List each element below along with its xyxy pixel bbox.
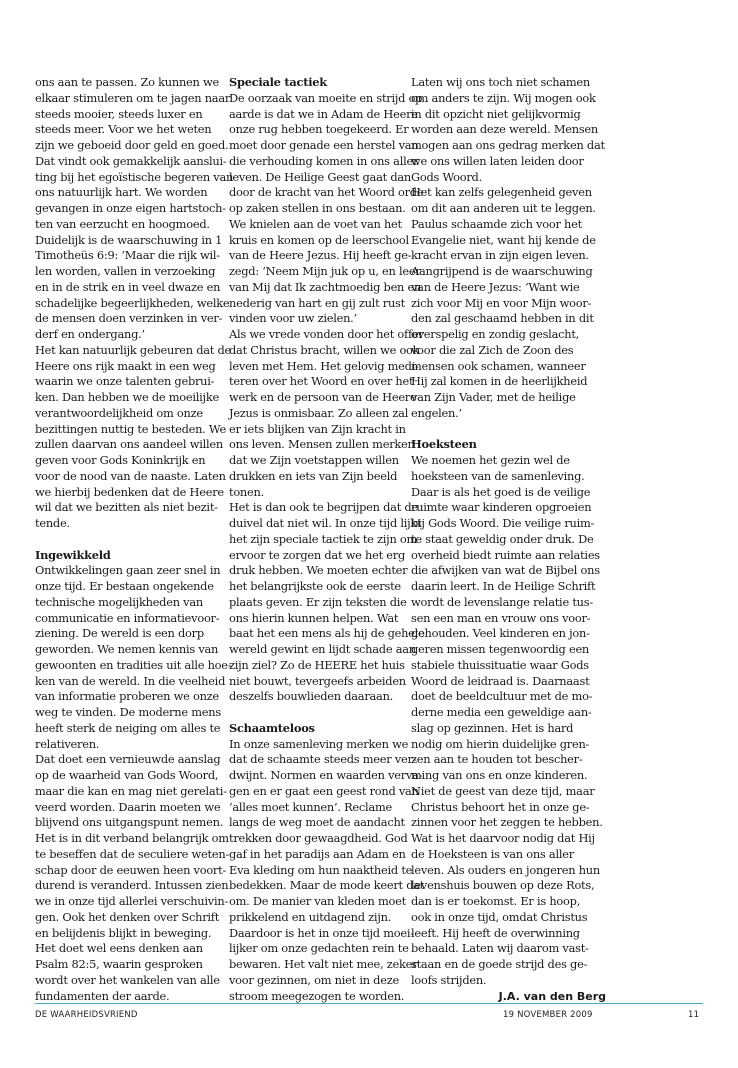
text-line: ming van ons en onze kinderen. (411, 768, 588, 782)
text-line: langs de weg moet de aandacht (229, 815, 405, 830)
text-line: tende. (35, 516, 70, 530)
text-line: staan en de goede strijd des ge- (411, 957, 588, 971)
text-line: zen aan te houden tot bescher- (411, 752, 583, 767)
text-line: behaald. Laten wij daarom vast- (411, 941, 589, 956)
text-line: bedekken. Maar de mode keert dat (229, 878, 425, 893)
text-line: ten van eerzucht en hoogmoed. (35, 216, 210, 231)
blank-line (229, 705, 424, 721)
text-line: werk en de persoon van de Heere (229, 390, 417, 404)
text-line: mogen aan ons gedrag merken dat (411, 138, 605, 152)
text-line: te staat geweldig onder druk. De (411, 531, 594, 546)
text-line: Niet de geest van deze tijd, maar (411, 783, 595, 798)
text-line: en belijdenis blijkt in beweging. (35, 925, 212, 940)
footer-date: 19 NOVEMBER 2009 (503, 1010, 593, 1020)
text-line: moet door genade een herstel van (229, 138, 419, 152)
text-line: communicatie en informatievoor- (35, 610, 220, 625)
text-line: duivel dat niet wil. In onze tijd lijkt (229, 516, 422, 530)
text-line: ken van de wereld. In die veelheid (35, 673, 226, 688)
text-line: van informatie proberen we onze (35, 689, 219, 704)
text-line: wereld gewint en lijdt schade aan (229, 642, 416, 656)
text-line: drukken en iets van Zijn beeld (229, 468, 398, 483)
text-line: Dat doet een vernieuwde aanslag (35, 752, 221, 767)
text-line: Als we vrede vonden door het offer (229, 327, 424, 341)
blank-line (411, 422, 606, 438)
text-line: blijvend ons uitgangspunt nemen. (35, 815, 224, 830)
footer-rule (35, 1003, 703, 1004)
text-line: voor de nood van de naaste. Laten (35, 468, 226, 483)
article-column-3 (411, 75, 606, 1004)
text-line: derf en ondergang.’ (35, 327, 145, 341)
section-heading: Schaamteloos (229, 720, 315, 735)
text-line: weg te vinden. De moderne mens (35, 705, 221, 719)
text-line: die afwijken van wat de Bijbel ons (411, 563, 600, 578)
text-line: Paulus schaamde zich voor het (411, 216, 582, 231)
text-line: den zal geschaamd hebben in dit (411, 311, 594, 326)
text-line: daarin leert. In de Heilige Schrift (411, 579, 596, 593)
text-line: teren over het Woord en over het (229, 374, 414, 389)
text-line: ruimte waar kinderen opgroeien (411, 500, 592, 515)
text-line: wordt over het wankelen van alle (35, 972, 220, 987)
text-line: Gods Woord. (411, 169, 482, 184)
text-line: Woord de leidraad is. Daarnaast (411, 673, 590, 688)
text-line: kruis en komen op de leerschool (229, 232, 409, 247)
text-line: ook in onze tijd, omdat Christus (411, 909, 588, 924)
text-line: Duidelijk is de waarschuwing in 1 (35, 232, 223, 247)
text-line: len worden, vallen in verzoeking (35, 264, 216, 278)
text-line: prikkelend en uitdagend zijn. (229, 909, 392, 924)
text-line: we hierbij bedenken dat de Heere (35, 484, 224, 499)
text-line: leven. Als ouders en jongeren hun (411, 862, 600, 877)
text-line: steeds meer. Voor we het weten (35, 122, 212, 137)
text-line: Dat vindt ook gemakkelijk aanslui- (35, 153, 227, 168)
text-line: Daar is als het goed is de veilige (411, 484, 591, 499)
text-line: ting bij het egoïstische begeren van (35, 169, 234, 184)
text-line: ons natuurlijk hart. We worden (35, 185, 208, 200)
text-line: Timotheüs 6:9: ‘Maar die rijk wil- (35, 248, 220, 263)
text-line: Heere ons rijk maakt in een weg (35, 358, 216, 373)
text-line: leeft. Hij heeft de overwinning (411, 925, 580, 940)
text-line: De oorzaak van moeite en strijd op (229, 90, 423, 105)
text-line: op zaken stellen in ons bestaan. (229, 201, 406, 215)
text-line: waarin we onze talenten gebrui- (35, 374, 215, 389)
text-line: van de Heere Jezus. Hij heeft ge- (229, 248, 412, 263)
text-line: verantwoordelijkheid om onze (35, 405, 203, 420)
text-line: onze tijd. Er bestaan ongekende (35, 579, 214, 593)
text-line: In onze samenleving merken we (229, 736, 409, 751)
text-line: ons hierin kunnen helpen. Wat (229, 610, 399, 625)
text-line: Daardoor is het in onze tijd moei- (229, 925, 414, 940)
author-signature: J.A. van den Berg (498, 989, 606, 1003)
text-line: de Hoeksteen is van ons aller (411, 846, 574, 861)
text-line: dat we Zijn voetstappen willen (229, 453, 399, 467)
text-line: Wat is het daarvoor nodig dat Hij (411, 831, 595, 845)
text-line: om dit aan anderen uit te leggen. (411, 201, 596, 215)
text-line: veerd worden. Daarin moeten we (35, 799, 221, 814)
text-line: Het doet wel eens denken aan (35, 941, 203, 956)
text-line: schadelijke begeerlijkheden, welke (35, 295, 230, 310)
text-line: Christus behoort het in onze ge- (411, 799, 590, 814)
text-line: hoeksteen van de samenleving. (411, 468, 585, 483)
text-line: gevangen in onze eigen hartstoch- (35, 201, 226, 215)
text-line: om anders te zijn. Wij mogen ook (411, 90, 596, 105)
text-line: mensen ook schamen, wanneer (411, 358, 586, 373)
text-line: we ons willen laten leiden door (411, 153, 584, 168)
text-line: sen een man en vrouw ons voor- (411, 610, 591, 625)
text-line: vinden voor uw zielen.’ (229, 311, 357, 326)
text-line: van de Heere Jezus: ‘Want wie (411, 279, 580, 294)
text-line: maar die kan en mag niet gerelati- (35, 783, 227, 798)
text-line: dan is er toekomst. Er is hoop, (411, 894, 581, 908)
text-line: in dit opzicht niet gelijkvormig (411, 106, 581, 121)
text-line: dat de schaamte steeds meer ver- (229, 752, 417, 767)
text-line: Het is dan ook te begrijpen dat de (229, 500, 418, 515)
text-line: Aangrijpend is de waarschuwing (411, 264, 593, 278)
text-line: geworden. We nemen kennis van (35, 642, 219, 656)
text-line: bij Gods Woord. Die veilige ruim- (411, 516, 595, 530)
section-heading: Ingewikkeld (35, 547, 111, 562)
article-column-2 (229, 75, 424, 1004)
text-line: van Zijn Vader, met de heilige (411, 390, 576, 404)
text-line: stabiele thuissituatie waar Gods (411, 657, 589, 672)
text-line: engelen.’ (411, 405, 462, 420)
text-line: gaf in het paradijs aan Adam en (229, 846, 406, 861)
text-line: trekken door gewaagdheid. God (229, 831, 408, 845)
text-line: baat het een mens als hij de gehele (229, 626, 425, 641)
text-line: ervoor te zorgen dat we het erg (229, 547, 406, 562)
text-line: en in de strik en in veel dwaze en (35, 279, 221, 294)
text-line: wil dat we bezitten als niet bezit- (35, 500, 218, 515)
text-line: van Mij dat Ik zachtmoedig ben en (229, 279, 422, 294)
section-heading: Speciale tactiek (229, 75, 327, 89)
text-line: het belangrijkste ook de eerste (229, 579, 401, 593)
text-line: plaats geven. Er zijn teksten die (229, 594, 407, 609)
text-line: nodig om hierin duidelijke gren- (411, 736, 590, 751)
text-line: tonen. (229, 484, 264, 499)
text-line: Laten wij ons toch niet schamen (411, 75, 591, 89)
text-line: geren missen tegenwoordig een (411, 642, 590, 656)
text-line: zijn ziel? Zo de HEERE het huis (229, 657, 405, 672)
text-line: doet de beeldcultuur met de mo- (411, 689, 593, 704)
text-line: Het kan natuurlijk gebeuren dat de (35, 342, 232, 357)
text-line: loofs strijden. (411, 972, 487, 987)
text-line: steeds mooier, steeds luxer en (35, 106, 203, 121)
text-line: gewoonten en tradities uit alle hoe- (35, 657, 232, 672)
text-line: te beseffen dat de seculiere weten- (35, 846, 230, 861)
text-line: leven met Hem. Het gelovig medi- (229, 358, 419, 373)
text-line: We noemen het gezin wel de (411, 453, 570, 467)
text-line: heeft sterk de neiging om alles te (35, 720, 221, 735)
text-line: deszelfs bouwlieden daaraan. (229, 689, 394, 704)
text-line: zullen daarvan ons aandeel willen (35, 437, 223, 452)
text-line: gen. Ook het denken over Schrift (35, 909, 220, 924)
text-line: We knielen aan de voet van het (229, 216, 402, 231)
text-line: kracht ervan in zijn eigen leven. (411, 248, 589, 263)
text-line: bewaren. Het valt niet mee, zeker (229, 957, 418, 971)
text-line: zich voor Mij en voor Mijn woor- (411, 295, 592, 310)
text-line: overspelig en zondig geslacht, (411, 327, 580, 341)
text-line: zijn we geboeid door geld en goed. (35, 138, 229, 152)
footer-publication: DE WAARHEIDSVRIEND (35, 1010, 138, 1020)
text-line: nederig van hart en gij zult rust (229, 295, 405, 310)
text-line: Jezus is onmisbaar. Zo alleen zal (229, 405, 409, 420)
text-line: voor gezinnen, om niet in deze (229, 972, 399, 987)
text-line: gehouden. Veel kinderen en jon- (411, 626, 590, 641)
text-line: de mensen doen verzinken in ver- (35, 311, 223, 326)
text-line: technische mogelijkheden van (35, 594, 203, 609)
text-line: Het is in dit verband belangrijk om (35, 831, 229, 845)
text-line: ons leven. Mensen zullen merken (229, 437, 415, 452)
article-column-1 (35, 75, 234, 1004)
text-line: durend is veranderd. Intussen zien (35, 878, 229, 893)
text-line: leven. De Heilige Geest gaat dan (229, 169, 412, 184)
text-line: Psalm 82:5, waarin gesproken (35, 957, 203, 971)
text-line: gen en er gaat een geest rond van (229, 783, 419, 798)
text-line: dat Christus bracht, willen we ook (229, 342, 420, 357)
blank-line (35, 532, 230, 548)
text-line: ‘alles moet kunnen’. Reclame (229, 799, 393, 814)
text-line: schap door de eeuwen heen voort- (35, 862, 227, 877)
text-line: ken. Dan hebben we de moeilijke (35, 390, 219, 404)
page-number: 11 (688, 1010, 700, 1020)
text-line: derne media een geweldige aan- (411, 705, 592, 719)
text-line: lijker om onze gedachten rein te (229, 941, 409, 956)
text-line: dwijnt. Normen en waarden verva- (229, 768, 423, 782)
text-line: fundamenten der aarde. (35, 988, 170, 1003)
text-line: onze rug hebben toegekeerd. Er (229, 122, 409, 137)
text-line: Het kan zelfs gelegenheid geven (411, 185, 592, 200)
text-line: Hij zal komen in de heerlijkheid (411, 374, 588, 389)
text-line: voor die zal Zich de Zoon des (411, 342, 574, 357)
text-line: bezittingen nuttig te besteden. We (35, 421, 226, 436)
text-line: elkaar stimuleren om te jagen naar (35, 90, 231, 105)
text-line: er iets blijken van Zijn kracht in (229, 421, 406, 436)
text-line: Evangelie niet, want hij kende de (411, 232, 596, 247)
text-line: overheid biedt ruimte aan relaties (411, 547, 600, 562)
text-line: slag op gezinnen. Het is hard (411, 720, 574, 735)
text-line: druk hebben. We moeten echter (229, 563, 408, 578)
text-line: het zijn speciale tactiek te zijn om (229, 531, 418, 546)
text-line: wordt de levenslange relatie tus- (411, 594, 593, 609)
text-line: worden aan deze wereld. Mensen (411, 122, 598, 137)
text-line: door de kracht van het Woord orde (229, 185, 424, 200)
text-line: zegd: ‘Neem Mijn juk op u, en leer (229, 264, 421, 278)
text-line: Eva kleding om hun naaktheid te (229, 862, 413, 877)
text-line: we in onze tijd allerlei verschuivin- (35, 894, 229, 908)
text-line: niet bouwt, tevergeefs arbeiden (229, 673, 406, 688)
text-line: op de waarheid van Gods Woord, (35, 768, 219, 782)
text-line: aarde is dat we in Adam de Heere (229, 106, 418, 121)
section-heading: Hoeksteen (411, 437, 477, 452)
text-line: stroom meegezogen te worden. (229, 988, 405, 1003)
text-line: die verhouding komen in ons aller (229, 153, 419, 168)
text-line: ziening. De wereld is een dorp (35, 626, 204, 641)
text-line: relativeren. (35, 736, 100, 751)
text-line: om. De manier van kleden moet (229, 894, 406, 908)
text-line: zinnen voor het zeggen te hebben. (411, 815, 603, 830)
text-line: levenshuis bouwen op deze Rots, (411, 878, 595, 893)
text-line: geven voor Gods Koninkrijk en (35, 453, 206, 467)
text-line: Ontwikkelingen gaan zeer snel in (35, 563, 221, 578)
text-line: ons aan te passen. Zo kunnen we (35, 75, 219, 89)
